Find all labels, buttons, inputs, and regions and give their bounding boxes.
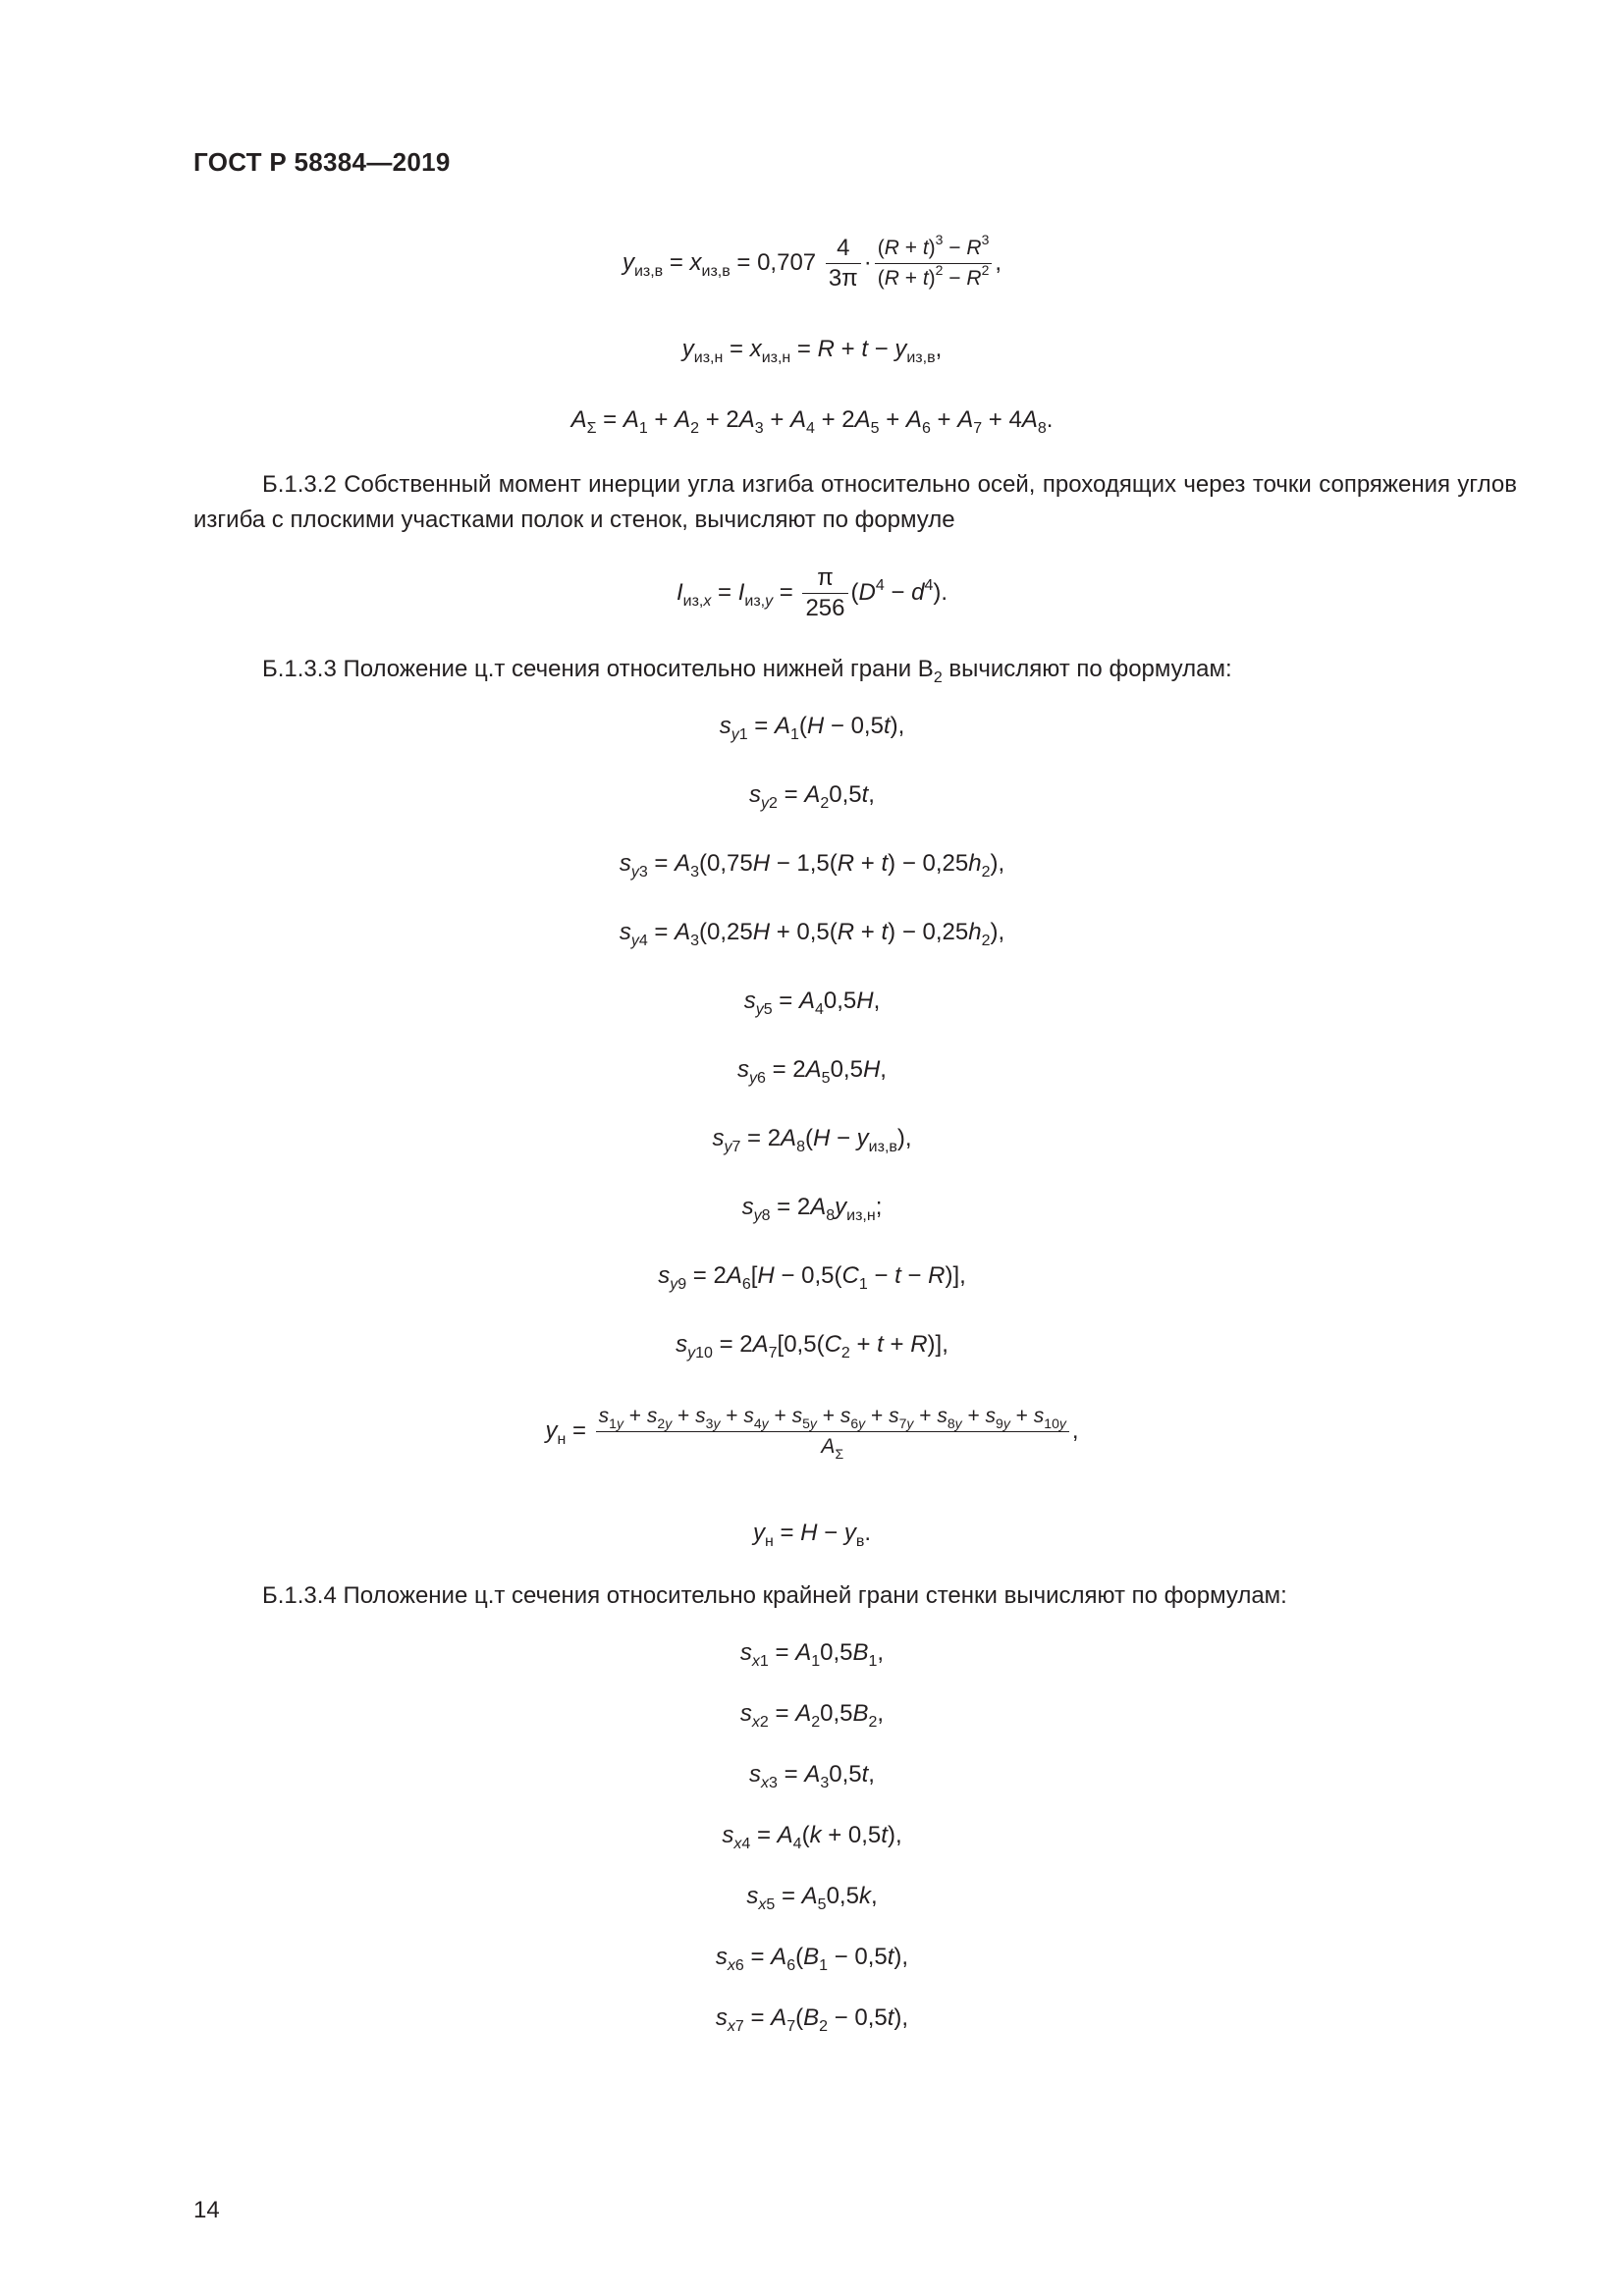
formula-sy10: $s_{y10} = 2A_7[0,5(C_2 + t + R)]$,: [676, 1331, 948, 1362]
formula-sx5: $s_{x5} = A_50,5k$,: [746, 1883, 878, 1913]
formula-sy5: $s_{y5} = A_40,5H$,: [743, 988, 881, 1018]
paragraph-b133-text: Б.1.3.3 Положение ц.т сечения относительно нижней грани B: [262, 656, 934, 682]
page-number: 14: [193, 2197, 220, 2223]
paragraph-b133-text-end: вычисляют по формулам:: [942, 656, 1232, 682]
paragraph-b134: Б.1.3.4 Положение ц.т сечения относительно крайней грани стенки вычисляют по формулам:: [262, 1582, 1287, 1609]
formula-sx2: $s_{x2} = A_20,5B_2$,: [739, 1700, 885, 1731]
formula-sx7: $s_{x7} = A_7(B_2 - 0,5t)$,: [715, 2004, 909, 2035]
formula-sy1: $s_{y1} = A_1(H - 0,5t)$,: [719, 713, 905, 743]
formula-a-sum: $A_\Sigma = A_1 + A_2 + 2A_3 + A_4 + 2A_5 + A_6 + A_7 + 4A_8$.: [570, 406, 1054, 437]
formula-sy3: $s_{y3} = A_3(0,75H - 1,5(R + t) - 0,25h_2)$,: [619, 850, 1005, 881]
formula-sy2: $s_{y2} = A_20,5t$,: [749, 781, 875, 812]
formula-sx4: $s_{x4} = A_4(k + 0,5t)$,: [722, 1822, 902, 1852]
formula-y-iz-n: $y_{из,н} = x_{из,н} = R + t - y_{из,в}$,: [681, 336, 943, 366]
formula-sy9: $s_{y9} = 2A_6[H - 0,5(C_1 - t - R)]$,: [658, 1262, 966, 1293]
paragraph-b133-subscript: 2: [933, 669, 943, 686]
formula-y-n-alt: $y_н = H - y_в$.: [752, 1520, 872, 1550]
formula-sy8: $s_{y8} = 2A_8y_{из,н}$;: [741, 1194, 883, 1224]
formula-y-iz-v: $y_{из,в} = x_{из,в} = 0,707$ $\frac{4}{3\pi}$ · $\frac{(R + t)^3 - R^3}{(R + t)^2 - R^2}$ ,: [622, 232, 1002, 292]
formula-sy4: $s_{y4} = A_3(0,25H + 0,5(R + t) - 0,25h_2)$,: [619, 919, 1005, 949]
formula-sx6: $s_{x6} = A_6(B_1 - 0,5t)$,: [715, 1944, 909, 1974]
paragraph-b133: [193, 652, 1517, 687]
formula-sy7: $s_{y7} = 2A_8(H - y_{из,в})$,: [712, 1125, 912, 1155]
formula-sx1: $s_{x1} = A_10,5B_1$,: [739, 1639, 885, 1670]
formula-sy6: $s_{y6} = 2A_50,5H$,: [737, 1056, 887, 1087]
formula-sx3: $s_{x3} = A_30,5t$,: [749, 1761, 875, 1791]
document-header: ГОСТ Р 58384—2019: [193, 147, 451, 177]
paragraph-b132: Б.1.3.2 Собственный момент инерции угла изгиба относительно осей, проходящих через точки сопряжения углов изгиба с плоскими участками полок и стенок, вычисляют по формуле: [193, 471, 1517, 533]
formula-y-n: $y_н$ = $\frac{s_{1y} + s_{2y} + s_{3y} + s_{4y} + s_{5y} + s_{6y} + s_{7y} + s_{8y} + s_{9y} + s_{10y}}{A_\Sigma}$ ,: [545, 1405, 1079, 1462]
formula-moment-inertia: $I_{из,x} = I_{из,y}$ = $\frac{\pi}{256}$ $(D^4 - d^4)$.: [676, 564, 948, 621]
